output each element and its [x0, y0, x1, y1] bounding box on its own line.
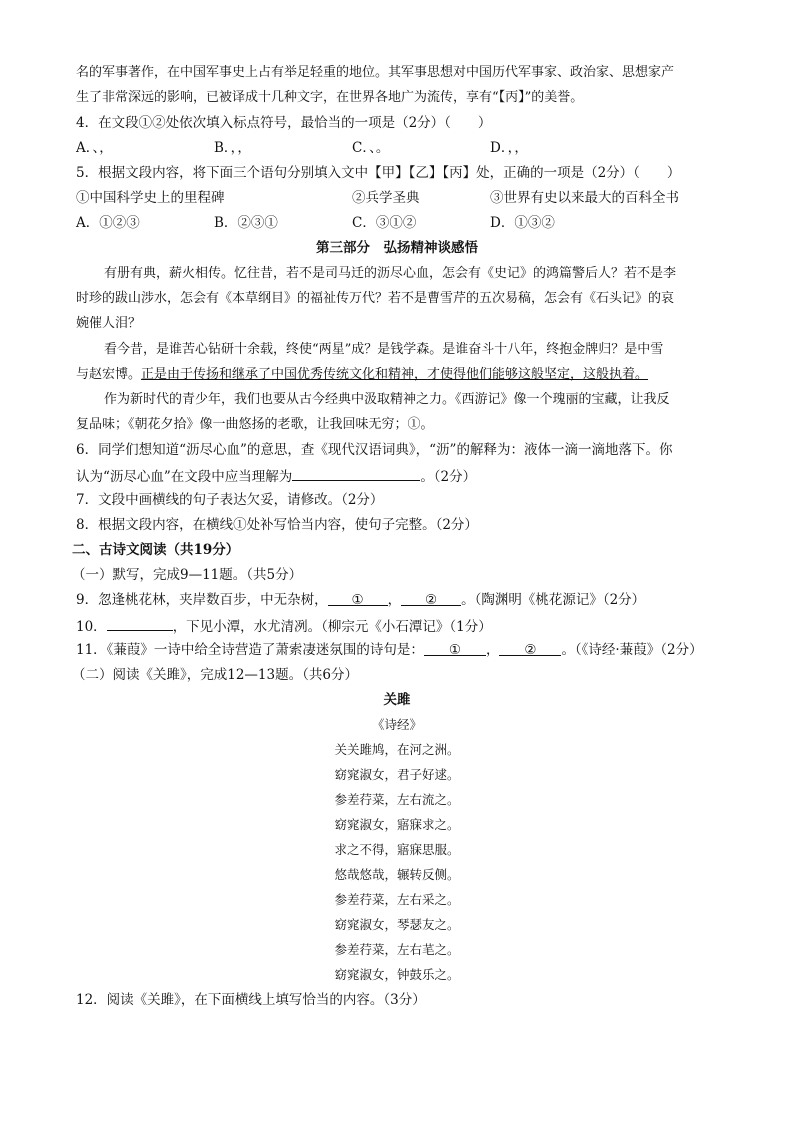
- text-fragment: 与赵宏博。: [76, 367, 142, 382]
- question-9: [76, 591, 734, 609]
- text-fragment: ，下见小潭，水尤清冽。（柳宗元《小石潭记》（1分）: [172, 619, 492, 635]
- question-6-line: [76, 466, 734, 486]
- part-3-title: 第三部分 弘扬精神谈感悟: [316, 240, 478, 256]
- item-1: ①中国科学史上的里程碑: [76, 190, 225, 206]
- poem-line: 关关雎鸠，在河之洲。: [334, 742, 460, 757]
- text-line: 有册有典，薪火相传。忆往昔，若不是司马迁的沥尽心血，怎会有《史记》的鸿篇警后人？若不是李: [104, 266, 677, 281]
- question-12: 12．阅读《关雎》，在下面横线上填写恰当的内容。（3分）: [76, 992, 426, 1008]
- question-11: [76, 641, 734, 659]
- answer-blank[interactable]: [292, 466, 420, 481]
- question-5-items: [76, 189, 734, 207]
- section-2-heading: 二、古诗文阅读（共19分）: [72, 542, 240, 558]
- text-line: [76, 366, 734, 384]
- option-b[interactable]: B．，，: [214, 140, 251, 156]
- text-fragment: ，: [485, 642, 500, 658]
- poem-line: 求之不得，寤寐思服。: [334, 842, 460, 857]
- text-line: 复品味；《朝花夕拾》像一曲悠扬的老歌，让我回味无穷；①。: [76, 417, 434, 432]
- question-4-options: [76, 139, 734, 157]
- text-fragment: 。（2分）: [420, 469, 477, 485]
- poem-line: 参差荇菜，左右芼之。: [334, 942, 460, 957]
- poem-source: 《诗经》: [371, 717, 422, 732]
- text-fragment: 。（陶渊明《桃花源记》（2分）: [461, 592, 646, 608]
- text-line: 生了非常深远的影响，已被译成十几种文字，在世界各地广为流传，享有“【丙】”的美誉。: [76, 90, 584, 105]
- poem-title: 关雎: [383, 692, 411, 708]
- poem-line: 窈窕淑女，琴瑟友之。: [334, 917, 460, 932]
- text-line: 婉催人泪？: [76, 316, 142, 331]
- text-fragment: 。（《诗经·蒹葭》（2分）: [561, 642, 703, 658]
- answer-blank[interactable]: ②: [499, 641, 561, 656]
- option-d[interactable]: D．①③②: [490, 215, 555, 231]
- underlined-sentence: 正是由于传扬和继承了中国优秀传统文化和精神，才使得他们能够这般坚定，这般执着。: [141, 367, 649, 382]
- text-line: 名的军事著作，在中国军事史上占有举足轻重的地位。其军事思想对中国历代军事家、政治家、思想家产: [76, 65, 675, 80]
- question-5-options: [76, 214, 734, 232]
- question-7: 7．文段中画横线的句子表达欠妥，请修改。（2分）: [76, 492, 384, 508]
- answer-blank[interactable]: ②: [401, 591, 461, 606]
- poem-line: 窈窕淑女，寤寐求之。: [334, 817, 460, 832]
- question-5-stem: 5．根据文段内容，将下面三个语句分别填入文中【甲】【乙】【丙】处，正确的一项是（2分）（ ）: [76, 165, 681, 181]
- item-3: ③世界有史以来最大的百科全书: [490, 190, 679, 206]
- option-b[interactable]: B．②③①: [214, 215, 278, 231]
- subsection-2: （二）阅读《关雎》，完成12—13题。（共6分）: [72, 667, 358, 683]
- option-d[interactable]: D．，，: [490, 140, 528, 156]
- question-6-line: 6．同学们想知道“沥尽心血”的意思，查《现代汉语词典》，“沥”的解释为：液体一滴一滴地落下。你: [76, 442, 673, 458]
- text-line: 作为新时代的青少年，我们也要从古今经典中汲取精神之力。《西游记》像一个瑰丽的宝藏，让我反: [104, 392, 670, 407]
- text-fragment: 11．《蒹葭》一诗中给全诗营造了萧索凄迷氛围的诗句是：: [76, 642, 424, 658]
- answer-blank[interactable]: ①: [328, 591, 388, 606]
- text-fragment: 认为“沥尽心血”在文段中应当理解为: [76, 469, 293, 485]
- option-c[interactable]: C．③①②: [352, 215, 417, 231]
- text-fragment: 10．: [76, 619, 107, 635]
- question-4-stem: 4．在文段①②处依次填入标点符号，最恰当的一项是（2分）（ ）: [76, 115, 492, 131]
- question-8: 8．根据文段内容，在横线①处补写恰当内容，使句子完整。（2分）: [76, 517, 478, 533]
- poem-line: 参差荇菜，左右采之。: [334, 892, 460, 907]
- option-a[interactable]: A．①②③: [76, 215, 140, 231]
- answer-blank[interactable]: [107, 616, 173, 631]
- poem-line: 悠哉悠哉，辗转反侧。: [334, 867, 460, 882]
- text-fragment: 9．忽逢桃花林，夹岸数百步，中无杂树，: [76, 592, 328, 608]
- poem-line: 窈窕淑女，钟鼓乐之。: [334, 967, 460, 982]
- option-c[interactable]: C．、。: [352, 140, 390, 156]
- subsection-1: （一）默写，完成9—11题。（共5分）: [72, 567, 303, 583]
- answer-blank[interactable]: ①: [424, 641, 486, 656]
- text-line: 时珍的跋山涉水，怎会有《本草纲目》的福祉传万代？若不是曹雪芹的五次易稿，怎会有《石头记》的哀: [76, 291, 675, 306]
- text-fragment: ，: [387, 592, 402, 608]
- text-line: 看今昔，是谁苦心钻研十余载，终使“两星”成？是钱学森。是谁奋斗十八年，终抱金牌归？是中雪: [104, 342, 664, 357]
- item-2: ②兵学圣典: [352, 190, 420, 206]
- poem-line: 窈窕淑女，君子好逑。: [334, 767, 460, 782]
- option-a[interactable]: A．、，: [76, 140, 113, 156]
- poem-line: 参差荇菜，左右流之。: [334, 792, 460, 807]
- question-10: [76, 616, 734, 636]
